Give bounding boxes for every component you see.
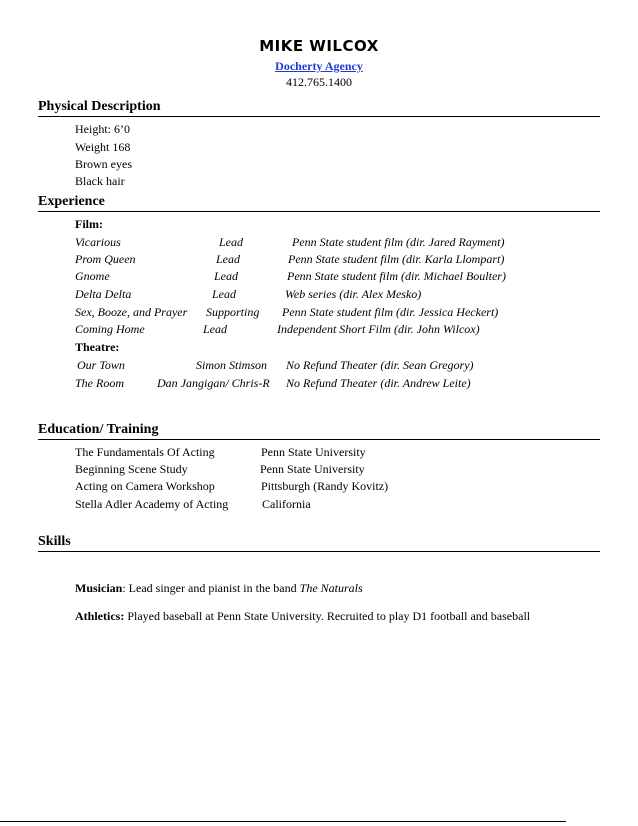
skill-musician-label: Musician xyxy=(75,581,123,595)
section-title-education: Education/ Training xyxy=(38,422,159,437)
theatre-detail: No Refund Theater (dir. Sean Gregory) xyxy=(286,358,474,372)
film-role: Lead xyxy=(216,252,240,266)
education-course: Acting on Camera Workshop xyxy=(75,479,215,493)
theatre-label: Theatre: xyxy=(75,340,120,354)
section-divider xyxy=(38,551,600,552)
education-place: Pittsburgh (Randy Kovitz) xyxy=(261,479,389,493)
film-title: Vicarious xyxy=(75,235,121,249)
education-course: Stella Adler Academy of Acting xyxy=(75,497,229,511)
section-divider xyxy=(38,439,600,440)
theatre-title: The Room xyxy=(75,376,124,390)
phone-number: 412.765.1400 xyxy=(286,75,352,89)
physical-height: Height: 6’0 xyxy=(75,122,130,136)
theatre-title: Our Town xyxy=(77,358,125,372)
film-label: Film: xyxy=(75,217,103,231)
film-role: Lead xyxy=(203,322,227,336)
physical-weight: Weight 168 xyxy=(75,140,131,154)
skill-athletics-label: Athletics: xyxy=(75,609,125,623)
film-title: Sex, Booze, and Prayer xyxy=(75,305,188,319)
section-divider xyxy=(38,211,600,212)
film-title: Prom Queen xyxy=(75,252,136,266)
physical-eyes: Brown eyes xyxy=(75,157,132,171)
skill-musician xyxy=(75,581,363,596)
film-role: Lead xyxy=(219,235,243,249)
skill-musician-text: : Lead singer and pianist in the band xyxy=(122,581,300,595)
theatre-role: Simon Stimson xyxy=(196,358,268,372)
education-place: Penn State University xyxy=(260,462,365,476)
education-place: Penn State University xyxy=(261,445,366,459)
film-detail: Penn State student film (dir. Jared Rayment) xyxy=(292,235,505,249)
skill-athletics-text: Played baseball at Penn State University. Recruited to play D1 football and baseball xyxy=(124,609,531,623)
agency-link[interactable]: Docherty Agency xyxy=(275,59,363,73)
film-detail: Web series (dir. Alex Mesko) xyxy=(285,287,422,301)
education-place: California xyxy=(262,497,311,511)
film-role: Lead xyxy=(212,287,236,301)
page-bottom-divider xyxy=(0,821,566,822)
resume-name: MIKE WILCOX xyxy=(259,37,379,55)
film-detail: Penn State student film (dir. Karla Llompart) xyxy=(288,252,505,266)
skill-musician-band: The Naturals xyxy=(299,581,363,595)
film-detail: Independent Short Film (dir. John Wilcox) xyxy=(277,322,480,336)
theatre-role: Dan Jangigan/ Chris-R xyxy=(157,376,270,390)
physical-hair: Black hair xyxy=(75,174,125,188)
film-title: Delta Delta xyxy=(75,287,132,301)
theatre-detail: No Refund Theater (dir. Andrew Leite) xyxy=(286,376,471,390)
education-course: Beginning Scene Study xyxy=(75,462,188,476)
section-title-physical: Physical Description xyxy=(38,99,161,114)
film-title: Gnome xyxy=(75,269,110,283)
film-title: Coming Home xyxy=(75,322,145,336)
section-title-experience: Experience xyxy=(38,194,105,209)
film-detail: Penn State student film (dir. Jessica Heckert) xyxy=(282,305,499,319)
education-course: The Fundamentals Of Acting xyxy=(75,445,215,459)
section-title-skills: Skills xyxy=(38,534,71,549)
section-divider xyxy=(38,116,600,117)
film-detail: Penn State student film (dir. Michael Boulter) xyxy=(287,269,506,283)
film-role: Supporting xyxy=(206,305,260,319)
skill-athletics xyxy=(75,609,530,624)
film-role: Lead xyxy=(214,269,238,283)
